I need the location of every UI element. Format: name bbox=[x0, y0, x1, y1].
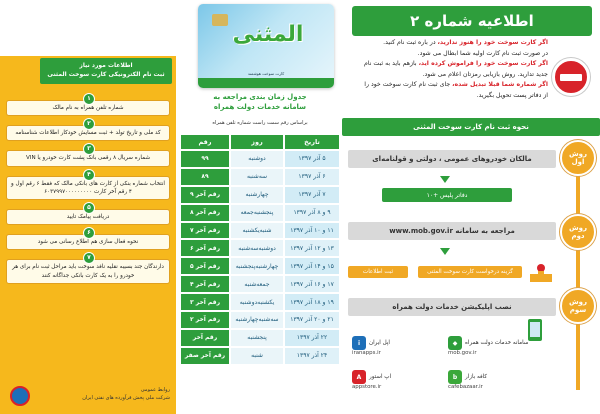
cell-digit: ۸۹ bbox=[180, 168, 230, 186]
requirement-text: دارندگان جند بسیبه نقلیه نافد سوخت باید مراحل ثبت نام برای هر خودرو را به یک کارت بانکی جداگانه کنند bbox=[12, 264, 164, 279]
cell-date: ۷ آذر ۱۳۹۷ bbox=[284, 186, 340, 204]
requirement-text: کد ملی و تاریخ تولد + ثبت مسایش خودکار اطلاعات شناسنامه bbox=[15, 130, 161, 137]
notice-column bbox=[342, 0, 600, 414]
cell-date: ۶ آذر ۱۳۹۷ bbox=[284, 168, 340, 186]
company-logo-icon bbox=[10, 386, 30, 406]
table-row bbox=[180, 311, 340, 329]
arrow-down-icon bbox=[440, 248, 450, 255]
schedule-column bbox=[178, 0, 342, 414]
requirement-item bbox=[6, 229, 170, 250]
notice-line: در صورت ثبت نام کارت اولیه شما ابطال می شود. bbox=[417, 49, 548, 57]
table-row bbox=[180, 257, 340, 275]
requirement-text: شماره تلفن همراه به نام مالک bbox=[52, 105, 124, 111]
requirement-item bbox=[6, 94, 170, 116]
cell-date: ۲۴ آذر ۱۳۹۷ bbox=[284, 347, 340, 365]
notice-text bbox=[344, 38, 548, 101]
table-row bbox=[180, 222, 340, 240]
cell-date: ۱۱ و ۱۰ آذر ۱۳۹۷ bbox=[284, 222, 340, 240]
header-date: تاریخ bbox=[284, 134, 340, 150]
requirement-text: دریافت پیامک تایید bbox=[66, 214, 110, 221]
company-footer bbox=[6, 382, 170, 410]
app-appstore-url[interactable] bbox=[352, 384, 381, 390]
requirement-text: شماره سریال ۸ رقمی بانک پشت کارت خودرو یا VIN bbox=[25, 155, 151, 162]
requirements-list bbox=[6, 94, 170, 293]
cell-digit: ۹۹ bbox=[180, 150, 230, 168]
card-title: المثنی bbox=[232, 22, 304, 47]
header-day: روز bbox=[230, 134, 284, 150]
cell-day: پنجشنبه‌جمعه bbox=[230, 204, 284, 222]
cell-digit: رقم آخر ۵ bbox=[180, 257, 230, 275]
step2-band: مراجعه به سامانه www.mob.gov.ir bbox=[348, 222, 556, 240]
table-row bbox=[180, 150, 340, 168]
requirement-item bbox=[6, 203, 170, 225]
cell-digit: رقم آخر ۹ bbox=[180, 186, 230, 204]
cell-day: چهارشنبه bbox=[230, 186, 284, 204]
schedule-note: براساس رقم سمت راست شماره تلفن همراه bbox=[212, 120, 308, 126]
iranapps-logo-icon: i bbox=[352, 336, 366, 350]
app-appstore[interactable] bbox=[352, 370, 391, 384]
step2-pill-request: گزینه درخواست کارت سوخت المثنی bbox=[418, 266, 522, 278]
step3-band: نصب اپلیکیشن خدمات دولت همراه bbox=[348, 298, 556, 316]
requirement-number: ۲ bbox=[83, 118, 95, 130]
cell-date: ۲۱ و ۲۰ آذر ۱۳۹۷ bbox=[284, 311, 340, 329]
cell-digit: رقم آخر ۴ bbox=[180, 275, 230, 293]
app-bazaar-url-text: cafebazaar.ir bbox=[448, 384, 483, 390]
schedule-table bbox=[180, 134, 340, 365]
arrow-down-icon bbox=[440, 176, 450, 183]
worker-icon bbox=[528, 262, 554, 284]
cell-day: دوشنبه‌سه‌شنبه bbox=[230, 239, 284, 257]
requirement-text: انتخاب شماره بنکی از کارت های بانکی مالک که فقط ۶ رقم اول و ۴ رقم آخر کارت ۶۰۳۷۹۹۷۰۰۰۰۰۰۰۰۰ bbox=[11, 180, 165, 195]
requirements-column bbox=[0, 56, 176, 414]
app-bazaar[interactable] bbox=[448, 370, 487, 384]
cell-digit: رقم آخر صفر bbox=[180, 347, 230, 365]
requirement-item bbox=[6, 254, 170, 283]
day-badge-3: روش سوم bbox=[560, 288, 596, 324]
cell-day: پنجشنبه bbox=[230, 329, 284, 347]
table-row bbox=[180, 275, 340, 293]
table-row bbox=[180, 168, 340, 186]
requirement-number: ۳ bbox=[83, 143, 95, 155]
cell-date: ۲۲ آذر ۱۳۹۷ bbox=[284, 329, 340, 347]
notice-line: از دفاتر پست تحویل بگیرید. bbox=[476, 91, 548, 99]
gov-logo-icon: ◆ bbox=[448, 336, 462, 350]
step1-band: مالکان خودروهای عمومی ، دولتی و قولنامه‌ای bbox=[348, 150, 556, 168]
table-row bbox=[180, 347, 340, 365]
app-iranapps-url-text: iranapps.ir bbox=[352, 350, 381, 356]
notice-title: اطلاعیه شماره ۲ bbox=[352, 6, 592, 36]
requirement-number: ۶ bbox=[83, 227, 95, 239]
notice-line: اگر کارت سوخت خود را فراموش کرده اید، بازهم باید به ثبت نام bbox=[364, 60, 548, 67]
cell-date: ۱۳ و ۱۲ آذر ۱۳۹۷ bbox=[284, 239, 340, 257]
process-title: نحوه ثبت نام کارت سوخت المثنی bbox=[342, 118, 600, 136]
card-caption: کارت سوخت هوشمند bbox=[247, 71, 285, 76]
requirement-number: ۱ bbox=[83, 93, 95, 105]
table-row bbox=[180, 186, 340, 204]
table-row bbox=[180, 293, 340, 311]
cell-day: چهارشنبه‌پنجشنبه bbox=[230, 257, 284, 275]
app-gov-name: سامانه خدمات دولت همراه bbox=[465, 340, 529, 346]
notice-line: اگر شماره شما قبلا تبدیل شده، جای ثبت نام کارت سوخت خود را bbox=[364, 81, 548, 88]
schedule-title: جدول زمان بندی مراجعه به سامانه خدمات دولت همراه bbox=[213, 93, 307, 111]
cell-day: دوشنبه bbox=[230, 150, 284, 168]
app-gov-url-text: mob.gov.ir bbox=[448, 350, 477, 356]
app-list bbox=[348, 332, 560, 408]
app-iranapps-url[interactable] bbox=[352, 350, 381, 356]
timeline-line bbox=[576, 160, 580, 390]
cell-digit: رقم آخر ۳ bbox=[180, 293, 230, 311]
app-appstore-url-text: appstore.ir bbox=[352, 384, 382, 390]
header-digit: رقم bbox=[180, 134, 230, 150]
app-bazaar-name: کافه بازار bbox=[465, 374, 488, 380]
cell-date: ۹ و ۸ آذر ۱۳۹۷ bbox=[284, 204, 340, 222]
cell-date: ۱۵ و ۱۴ آذر ۱۳۹۷ bbox=[284, 257, 340, 275]
cell-day: سه‌شنبه bbox=[230, 168, 284, 186]
requirement-item bbox=[6, 170, 170, 200]
app-iranapps[interactable] bbox=[352, 336, 390, 350]
requirement-item bbox=[6, 120, 170, 141]
app-gov-url[interactable] bbox=[448, 350, 477, 356]
cell-date: ۱۷ و ۱۶ آذر ۱۳۹۷ bbox=[284, 275, 340, 293]
table-body bbox=[180, 150, 340, 365]
requirements-title: اطلاعات مورد نیاز ثبت نام الکترونیکی کارت سوخت المثنی bbox=[40, 58, 172, 84]
notice-line: جدید تدارید. روش بازیابی رمزتان اعلام می شود. bbox=[422, 70, 548, 78]
cell-date: ۱۹ و ۱۸ آذر ۱۳۹۷ bbox=[284, 293, 340, 311]
cell-digit: رقم آخر bbox=[180, 329, 230, 347]
table-row bbox=[180, 239, 340, 257]
requirement-number: ۷ bbox=[83, 252, 95, 264]
day-badge-1: روش اول bbox=[560, 140, 596, 176]
app-bazaar-url[interactable] bbox=[448, 384, 483, 390]
table-row bbox=[180, 329, 340, 347]
cell-digit: رقم آخر ۶ bbox=[180, 239, 230, 257]
step2-pill-register: ثبت اطلاعات bbox=[348, 266, 408, 278]
cell-day: سه‌شنبه‌چهارشنبه bbox=[230, 311, 284, 329]
cell-digit: رقم آخر ۸ bbox=[180, 204, 230, 222]
fuel-card-image bbox=[198, 4, 334, 88]
requirement-item bbox=[6, 145, 170, 166]
card-strip bbox=[198, 78, 334, 88]
day-badge-2: روش دوم bbox=[560, 214, 596, 250]
app-iranapps-name: اپل ایران bbox=[369, 340, 390, 346]
app-gov[interactable] bbox=[448, 336, 529, 350]
cell-date: ۵ آذر ۱۳۹۷ bbox=[284, 150, 340, 168]
cell-digit: رقم آخر ۲ bbox=[180, 311, 230, 329]
requirement-number: ۵ bbox=[83, 202, 95, 214]
cell-day: جمعه‌شنبه bbox=[230, 275, 284, 293]
app-appstore-name: اپ استور bbox=[369, 374, 392, 380]
cell-day: شنبه‌یکشنبه bbox=[230, 222, 284, 240]
cell-day: شنبه bbox=[230, 347, 284, 365]
appstore-logo-icon: A bbox=[352, 370, 366, 384]
step1-pill: دفاتر پلیس +۱۰ bbox=[382, 188, 512, 202]
no-entry-icon bbox=[552, 58, 590, 96]
bazaar-logo-icon: b bbox=[448, 370, 462, 384]
table-row bbox=[180, 204, 340, 222]
cell-day: یکشنبه‌دوشنبه bbox=[230, 293, 284, 311]
table-header bbox=[180, 134, 340, 150]
cell-digit: رقم آخر ۷ bbox=[180, 222, 230, 240]
requirement-text: نحوه فعال سازی هم اطلاع رسانی می شود bbox=[37, 239, 139, 246]
notice-line: اگر کارت سوخت خود را هنوز ندارید، در باره ثبت نام کنید. bbox=[383, 39, 548, 46]
company-text: روابط عمومی شرکت ملی پخش فرآورده های نفتی ایران bbox=[82, 387, 170, 401]
requirement-number: ۴ bbox=[83, 169, 95, 181]
